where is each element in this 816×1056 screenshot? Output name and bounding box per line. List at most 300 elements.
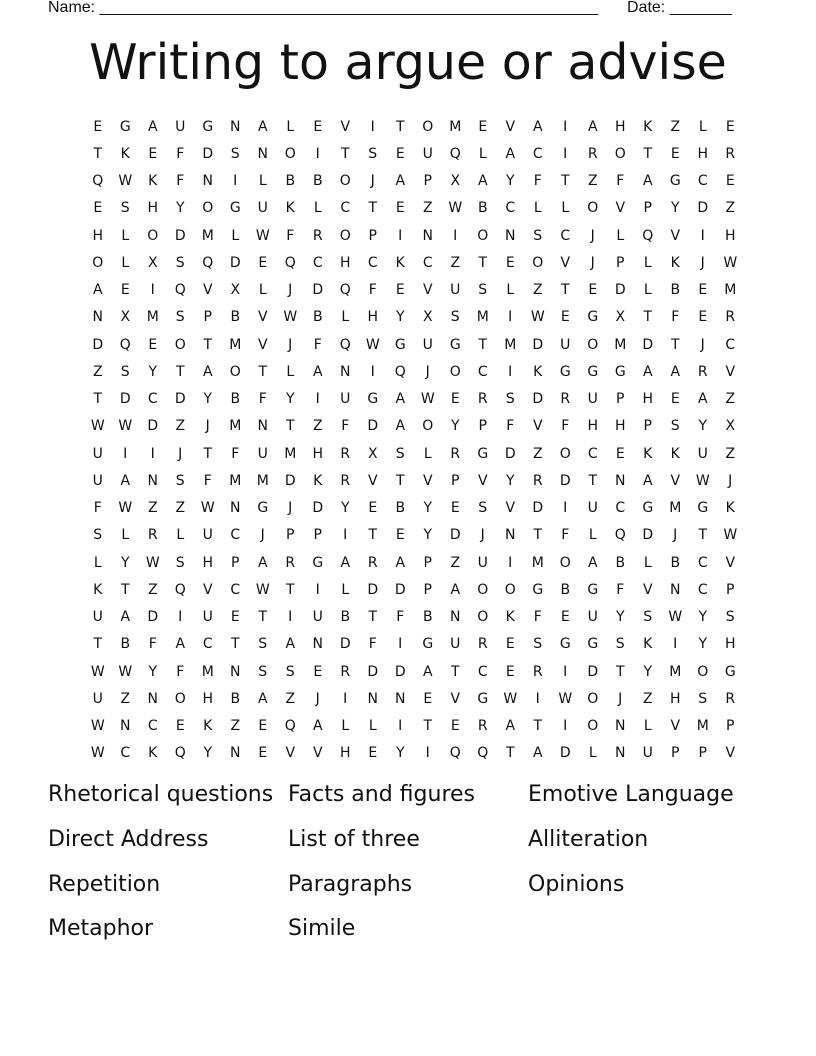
grid-letter: L [561, 200, 570, 217]
grid-letter: T [450, 663, 460, 680]
grid-letter: D [532, 500, 544, 517]
grid-letter: D [339, 636, 351, 653]
grid-letter: L [533, 200, 542, 217]
grid-letter: T [203, 336, 213, 353]
grid-letter: L [643, 282, 652, 299]
grid-letter: D [449, 527, 461, 544]
grid-letter: A [532, 745, 543, 762]
grid-letter: R [725, 145, 736, 162]
grid-letter: K [148, 173, 158, 190]
grid-letter: L [258, 282, 267, 299]
grid-letter: I [508, 554, 513, 571]
grid-letter: Y [698, 418, 708, 435]
grid-letter: E [698, 282, 708, 299]
grid-letter: W [90, 663, 105, 680]
grid-letter: H [669, 690, 681, 707]
grid-letter: N [257, 418, 268, 435]
grid-letter: G [587, 581, 599, 598]
grid-letter: A [670, 363, 681, 380]
grid-letter: Y [148, 663, 158, 680]
grid-letter: I [563, 718, 568, 735]
grid-letter: I [123, 445, 128, 462]
grid-row [84, 358, 744, 385]
grid-letter: T [340, 145, 350, 162]
grid-letter: F [533, 173, 542, 190]
grid-letter: D [532, 391, 544, 408]
grid-letter: B [120, 636, 131, 653]
grid-letter: B [422, 609, 433, 626]
grid-letter: J [370, 173, 375, 190]
grid-letter: T [395, 472, 405, 489]
grid-letter: M [504, 336, 517, 353]
grid-letter: Y [505, 472, 515, 489]
grid-letter: K [533, 363, 543, 380]
grid-letter: J [700, 336, 705, 353]
grid-letter: W [118, 418, 133, 435]
grid-letter: E [450, 500, 460, 517]
grid-letter: J [728, 472, 733, 489]
grid-letter: D [229, 254, 241, 271]
grid-letter: Z [450, 554, 461, 571]
grid-letter: A [505, 145, 516, 162]
word-list-item: Rhetorical questions [48, 782, 274, 807]
grid-letter: U [202, 609, 213, 626]
grid-letter: A [642, 173, 653, 190]
grid-letter: I [700, 227, 705, 244]
grid-row [84, 331, 744, 358]
grid-letter: W [90, 718, 105, 735]
grid-letter: L [643, 554, 652, 571]
grid-letter: A [587, 554, 598, 571]
grid-letter: I [315, 581, 320, 598]
grid-letter: D [174, 227, 186, 244]
grid-letter: V [202, 581, 213, 598]
grid-row [84, 467, 744, 494]
grid-letter: I [563, 500, 568, 517]
grid-letter: C [422, 254, 433, 271]
grid-letter: K [313, 472, 323, 489]
grid-letter: D [394, 581, 406, 598]
grid-letter: K [670, 254, 680, 271]
grid-letter: C [312, 254, 323, 271]
grid-letter: G [587, 363, 599, 380]
grid-letter: L [121, 254, 130, 271]
word-list-item: Simile [288, 916, 356, 942]
grid-letter: J [700, 254, 705, 271]
grid-letter: P [286, 527, 295, 544]
grid-letter: X [230, 282, 241, 299]
grid-letter: C [615, 500, 626, 517]
grid-letter: U [587, 500, 598, 517]
grid-letter: Y [423, 527, 433, 544]
grid-letter: F [533, 609, 542, 626]
grid-letter: V [367, 472, 378, 489]
grid-letter: G [477, 690, 489, 707]
grid-row [84, 685, 744, 712]
grid-letter: C [367, 254, 378, 271]
grid-letter: H [587, 418, 599, 435]
grid-letter: T [505, 745, 515, 762]
grid-letter: O [559, 554, 571, 571]
grid-letter: D [147, 609, 159, 626]
grid-letter: J [425, 363, 430, 380]
grid-letter: W [283, 309, 298, 326]
grid-letter: H [367, 309, 379, 326]
grid-letter: V [615, 200, 626, 217]
grid-letter: Q [174, 745, 186, 762]
grid-letter: E [615, 445, 625, 462]
grid-letter: Z [532, 445, 543, 462]
grid-letter: D [92, 336, 104, 353]
grid-letter: E [725, 118, 735, 135]
grid-letter: R [725, 309, 736, 326]
grid-letter: Q [202, 254, 214, 271]
grid-letter: H [614, 118, 626, 135]
grid-letter: X [120, 309, 131, 326]
grid-letter: T [395, 118, 405, 135]
grid-letter: F [203, 472, 212, 489]
grid-letter: O [587, 336, 599, 353]
grid-letter: T [368, 609, 378, 626]
word-list-item: Opinions [528, 871, 625, 897]
grid-letter: I [398, 718, 403, 735]
grid-letter: K [120, 145, 130, 162]
grid-letter: M [146, 309, 159, 326]
grid-letter: V [257, 309, 268, 326]
grid-letter: M [669, 500, 682, 517]
grid-letter: A [257, 554, 268, 571]
grid-letter: L [698, 118, 707, 135]
grid-letter: Y [203, 745, 213, 762]
grid-letter: P [726, 718, 735, 735]
grid-letter: R [477, 636, 488, 653]
grid-letter: D [559, 745, 571, 762]
grid-letter: W [118, 500, 133, 517]
grid-letter: C [202, 636, 213, 653]
grid-letter: D [284, 472, 296, 489]
grid-letter: P [616, 254, 625, 271]
grid-letter: H [339, 745, 351, 762]
grid-letter: N [505, 227, 516, 244]
grid-letter: T [93, 391, 103, 408]
grid-letter: Z [725, 200, 736, 217]
grid-letter: A [285, 636, 296, 653]
grid-letter: D [614, 282, 626, 299]
grid-letter: U [175, 118, 186, 135]
word-list-item: List of three [288, 826, 420, 852]
grid-row [84, 195, 744, 222]
grid-letter: Y [423, 500, 433, 517]
grid-letter: S [643, 609, 653, 626]
grid-letter: I [370, 118, 375, 135]
grid-letter: S [175, 254, 185, 271]
grid-letter: L [423, 445, 432, 462]
grid-letter: E [588, 282, 598, 299]
grid-letter: G [559, 636, 571, 653]
word-list [48, 778, 788, 957]
grid-letter: L [231, 227, 240, 244]
grid-letter: N [202, 173, 213, 190]
grid-letter: F [368, 636, 377, 653]
grid-letter: Q [92, 173, 104, 190]
grid-letter: D [587, 663, 599, 680]
grid-letter: V [422, 282, 433, 299]
grid-letter: T [368, 527, 378, 544]
grid-letter: Q [642, 227, 654, 244]
grid-letter: A [257, 690, 268, 707]
grid-letter: V [257, 336, 268, 353]
grid-letter: I [343, 690, 348, 707]
name-field-label: Name: ________________________________________________________ [48, 0, 598, 16]
grid-letter: Z [120, 690, 131, 707]
grid-letter: U [257, 200, 268, 217]
grid-letter: U [560, 336, 571, 353]
grid-letter: S [698, 690, 708, 707]
word-list-item: Repetition [48, 871, 161, 897]
grid-letter: D [367, 418, 379, 435]
grid-letter: K [643, 118, 653, 135]
grid-letter: Z [422, 200, 433, 217]
grid-letter: R [285, 554, 296, 571]
grid-letter: Z [642, 690, 653, 707]
grid-letter: M [256, 472, 269, 489]
grid-letter: N [230, 745, 241, 762]
grid-letter: C [532, 145, 543, 162]
grid-letter: G [559, 363, 571, 380]
page-title: Writing to argue or advise [89, 34, 727, 91]
grid-letter: G [724, 663, 736, 680]
grid-letter: U [92, 690, 103, 707]
grid-letter: E [478, 118, 488, 135]
grid-letter: T [643, 145, 653, 162]
grid-letter: E [505, 663, 515, 680]
grid-letter: T [588, 472, 598, 489]
grid-letter: U [202, 527, 213, 544]
grid-letter: O [587, 200, 599, 217]
grid-letter: Y [670, 200, 680, 217]
grid-letter: S [230, 145, 240, 162]
grid-letter: M [476, 309, 489, 326]
grid-letter: R [725, 690, 736, 707]
grid-letter: S [175, 309, 185, 326]
grid-letter: W [118, 173, 133, 190]
grid-letter: C [120, 745, 131, 762]
grid-letter: B [560, 581, 571, 598]
grid-letter: G [367, 391, 379, 408]
grid-letter: Z [147, 581, 158, 598]
grid-letter: U [92, 609, 103, 626]
grid-letter: W [255, 227, 270, 244]
grid-letter: H [312, 445, 324, 462]
grid-letter: S [120, 200, 130, 217]
grid-letter: S [93, 527, 103, 544]
grid-letter: O [229, 363, 241, 380]
grid-letter: E [148, 336, 158, 353]
grid-letter: U [92, 472, 103, 489]
grid-letter: E [313, 118, 323, 135]
grid-letter: H [147, 200, 159, 217]
grid-letter: S [368, 145, 378, 162]
grid-letter: E [395, 527, 405, 544]
grid-letter: S [725, 609, 735, 626]
grid-letter: R [532, 663, 543, 680]
grid-letter: S [395, 445, 405, 462]
grid-letter: Z [725, 391, 736, 408]
grid-letter: O [92, 254, 104, 271]
grid-letter: E [258, 745, 268, 762]
grid-letter: O [532, 254, 544, 271]
grid-letter: A [395, 418, 406, 435]
word-list-item: Direct Address [48, 826, 209, 852]
grid-letter: F [561, 527, 570, 544]
grid-letter: V [532, 418, 543, 435]
grid-letter: T [175, 363, 185, 380]
grid-letter: P [698, 745, 707, 762]
grid-letter: N [120, 718, 131, 735]
grid-letter: Z [450, 254, 461, 271]
grid-letter: T [478, 336, 488, 353]
grid-letter: J [673, 527, 678, 544]
grid-letter: Y [698, 609, 708, 626]
grid-letter: V [477, 472, 488, 489]
grid-letter: E [450, 391, 460, 408]
grid-letter: W [118, 663, 133, 680]
grid-row [84, 440, 744, 467]
grid-letter: S [258, 663, 268, 680]
grid-letter: R [587, 145, 598, 162]
grid-letter: Q [614, 527, 626, 544]
grid-letter: Z [175, 500, 186, 517]
grid-letter: B [670, 282, 681, 299]
grid-letter: C [230, 527, 241, 544]
letter-grid [84, 113, 744, 767]
grid-letter: A [532, 118, 543, 135]
grid-letter: A [175, 636, 186, 653]
grid-letter: O [147, 227, 159, 244]
grid-letter: A [202, 363, 213, 380]
grid-letter: C [147, 718, 158, 735]
grid-letter: E [368, 745, 378, 762]
grid-letter: A [395, 554, 406, 571]
grid-letter: T [368, 200, 378, 217]
grid-letter: I [563, 145, 568, 162]
grid-row [84, 413, 744, 440]
grid-row [84, 304, 744, 331]
grid-letter: N [340, 363, 351, 380]
grid-letter: U [422, 145, 433, 162]
grid-letter: V [202, 282, 213, 299]
grid-letter: C [340, 200, 351, 217]
grid-letter: W [255, 581, 270, 598]
grid-letter: O [559, 445, 571, 462]
grid-letter: F [341, 418, 350, 435]
grid-letter: P [451, 472, 460, 489]
grid-letter: W [668, 609, 683, 626]
grid-letter: W [420, 391, 435, 408]
grid-letter: T [203, 445, 213, 462]
grid-letter: I [315, 391, 320, 408]
grid-letter: L [368, 718, 377, 735]
grid-letter: M [284, 445, 297, 462]
grid-letter: T [533, 527, 543, 544]
grid-row [84, 604, 744, 631]
grid-letter: E [560, 609, 570, 626]
grid-letter: A [450, 581, 461, 598]
grid-letter: C [560, 227, 571, 244]
grid-letter: J [288, 282, 293, 299]
grid-letter: A [697, 391, 708, 408]
grid-letter: M [724, 282, 737, 299]
grid-letter: J [288, 336, 293, 353]
grid-letter: C [477, 663, 488, 680]
grid-letter: Y [203, 391, 213, 408]
grid-letter: L [588, 527, 597, 544]
grid-letter: E [395, 200, 405, 217]
grid-letter: O [202, 200, 214, 217]
grid-letter: O [422, 418, 434, 435]
date-field-label: Date: _______ [627, 0, 732, 16]
grid-letter: X [367, 445, 378, 462]
worksheet-header [0, 0, 816, 22]
grid-letter: E [175, 718, 185, 735]
grid-letter: A [312, 718, 323, 735]
grid-letter: Q [284, 254, 296, 271]
grid-letter: D [367, 663, 379, 680]
grid-letter: X [422, 309, 433, 326]
grid-letter: F [286, 227, 295, 244]
grid-letter: S [285, 663, 295, 680]
grid-letter: O [284, 145, 296, 162]
grid-row [84, 222, 744, 249]
grid-letter: R [340, 663, 351, 680]
grid-letter: N [230, 118, 241, 135]
grid-letter: P [643, 200, 652, 217]
grid-letter: F [561, 418, 570, 435]
grid-letter: J [315, 690, 320, 707]
grid-letter: F [176, 663, 185, 680]
grid-letter: T [230, 636, 240, 653]
grid-letter: L [506, 282, 515, 299]
grid-letter: F [313, 336, 322, 353]
grid-letter: N [367, 690, 378, 707]
grid-letter: N [230, 663, 241, 680]
grid-letter: G [697, 500, 709, 517]
grid-letter: J [618, 690, 623, 707]
grid-letter: A [120, 472, 131, 489]
grid-letter: M [614, 336, 627, 353]
grid-letter: I [150, 282, 155, 299]
grid-row [84, 576, 744, 603]
grid-letter: S [450, 309, 460, 326]
grid-letter: H [697, 145, 709, 162]
grid-letter: I [535, 690, 540, 707]
grid-letter: A [92, 282, 103, 299]
grid-letter: T [643, 309, 653, 326]
grid-letter: U [312, 609, 323, 626]
grid-letter: L [643, 254, 652, 271]
grid-letter: T [120, 581, 130, 598]
grid-letter: I [425, 745, 430, 762]
grid-letter: O [477, 581, 489, 598]
grid-letter: Y [643, 663, 653, 680]
grid-letter: F [176, 173, 185, 190]
grid-row [84, 631, 744, 658]
grid-letter: F [93, 500, 102, 517]
grid-letter: H [202, 554, 214, 571]
grid-letter: C [477, 363, 488, 380]
grid-letter: E [395, 145, 405, 162]
grid-letter: W [723, 254, 738, 271]
